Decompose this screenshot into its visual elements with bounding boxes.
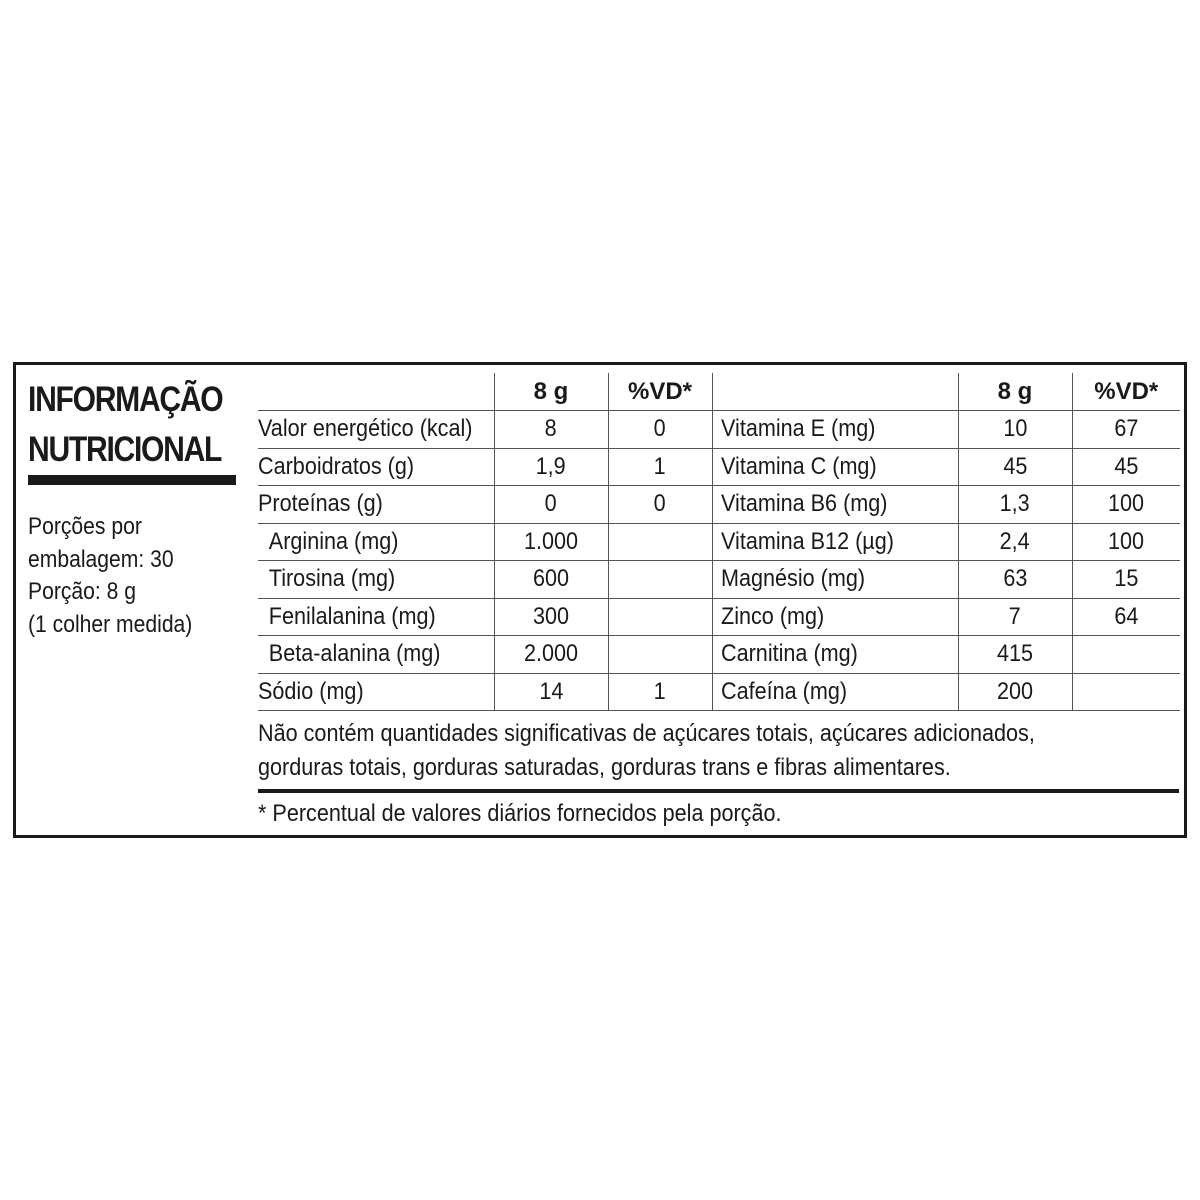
serving-line-4: (1 colher medida) [28, 610, 193, 638]
nutrient-vd: 100 [1072, 523, 1180, 561]
nutrient-label: Valor energético (kcal) [258, 411, 494, 449]
header-left-amount: 8 g [494, 373, 608, 411]
nutrient-label: Sódio (mg) [258, 673, 494, 711]
table-row [258, 523, 1180, 561]
nutrient-label: Magnésio (mg) [712, 561, 958, 599]
nutrient-amount: 600 [494, 561, 608, 599]
nutrient-amount: 1,9 [494, 448, 608, 486]
nutrient-label: Vitamina B6 (mg) [712, 486, 958, 524]
nutrient-amount: 63 [958, 561, 1072, 599]
nutrient-label: Fenilalanina (mg) [258, 598, 494, 636]
nutrient-amount: 7 [958, 598, 1072, 636]
nutrient-vd: 1 [608, 673, 712, 711]
header-blank-right [712, 373, 958, 411]
nutrient-label: Proteínas (g) [258, 486, 494, 524]
nutrient-vd: 1 [608, 448, 712, 486]
nutrient-amount: 2.000 [494, 636, 608, 674]
nutrient-amount: 8 [494, 411, 608, 449]
table-row [258, 411, 1180, 449]
nutrient-vd [608, 561, 712, 599]
nutrient-label: Tirosina (mg) [258, 561, 494, 599]
table-row [258, 673, 1180, 711]
footnote-divider [258, 789, 1179, 793]
nutrition-facts-panel [13, 362, 1187, 838]
nutrient-amount: 45 [958, 448, 1072, 486]
nutrient-amount: 0 [494, 486, 608, 524]
nutrition-table [258, 373, 1180, 711]
serving-info [28, 511, 215, 641]
nutrient-label: Carboidratos (g) [258, 448, 494, 486]
panel-title-line-2: NUTRICIONAL [28, 430, 222, 469]
nutrient-label: Vitamina B12 (µg) [712, 523, 958, 561]
table-row [258, 448, 1180, 486]
nutrient-vd: 0 [608, 411, 712, 449]
panel-title-line-1: INFORMAÇÃO [28, 380, 223, 419]
nutrient-vd: 64 [1072, 598, 1180, 636]
nutrient-vd [608, 598, 712, 636]
serving-line-2: embalagem: 30 [28, 545, 174, 573]
header-right-vd: %VD* [1072, 373, 1180, 411]
table-row [258, 598, 1180, 636]
nutrient-vd: 0 [608, 486, 712, 524]
table-row [258, 561, 1180, 599]
nutrient-vd [608, 636, 712, 674]
nutrient-label: Arginina (mg) [258, 523, 494, 561]
nutrient-vd: 100 [1072, 486, 1180, 524]
nutrient-amount: 415 [958, 636, 1072, 674]
nutrient-amount: 14 [494, 673, 608, 711]
table-row [258, 636, 1180, 674]
nutrient-amount: 1,3 [958, 486, 1072, 524]
header-blank-left [258, 373, 494, 411]
nutrient-vd [1072, 636, 1180, 674]
header-left-vd: %VD* [608, 373, 712, 411]
nutrient-vd: 45 [1072, 448, 1180, 486]
nutrient-amount: 1.000 [494, 523, 608, 561]
nutrient-label: Cafeína (mg) [712, 673, 958, 711]
nutrient-amount: 2,4 [958, 523, 1072, 561]
nutrient-label: Zinco (mg) [712, 598, 958, 636]
nutrient-vd: 67 [1072, 411, 1180, 449]
disclaimer-note: Não contém quantidades significativas de açúcares totais, açúcares adicionados, gorduras totais, gorduras saturadas, gorduras trans e fibras alimentares. [258, 720, 1035, 781]
table-header-row [258, 373, 1180, 411]
nutrient-amount: 300 [494, 598, 608, 636]
header-right-amount: 8 g [958, 373, 1072, 411]
nutrient-label: Carnitina (mg) [712, 636, 958, 674]
table-row [258, 486, 1180, 524]
nutrient-vd [1072, 673, 1180, 711]
serving-line-1: Porções por [28, 513, 142, 540]
title-underline-bar [28, 475, 236, 485]
nutrient-amount: 200 [958, 673, 1072, 711]
nutrient-amount: 10 [958, 411, 1072, 449]
nutrient-label: Beta-alanina (mg) [258, 636, 494, 674]
nutrient-vd [608, 523, 712, 561]
table-bottom-border [258, 711, 1180, 712]
serving-line-3: Porção: 8 g [28, 578, 137, 605]
footnote-text: * Percentual de valores diários fornecidos pela porção. [258, 800, 782, 827]
panel-sidebar [28, 375, 240, 638]
nutrient-label: Vitamina C (mg) [712, 448, 958, 486]
nutrient-vd: 15 [1072, 561, 1180, 599]
nutrient-label: Vitamina E (mg) [712, 411, 958, 449]
